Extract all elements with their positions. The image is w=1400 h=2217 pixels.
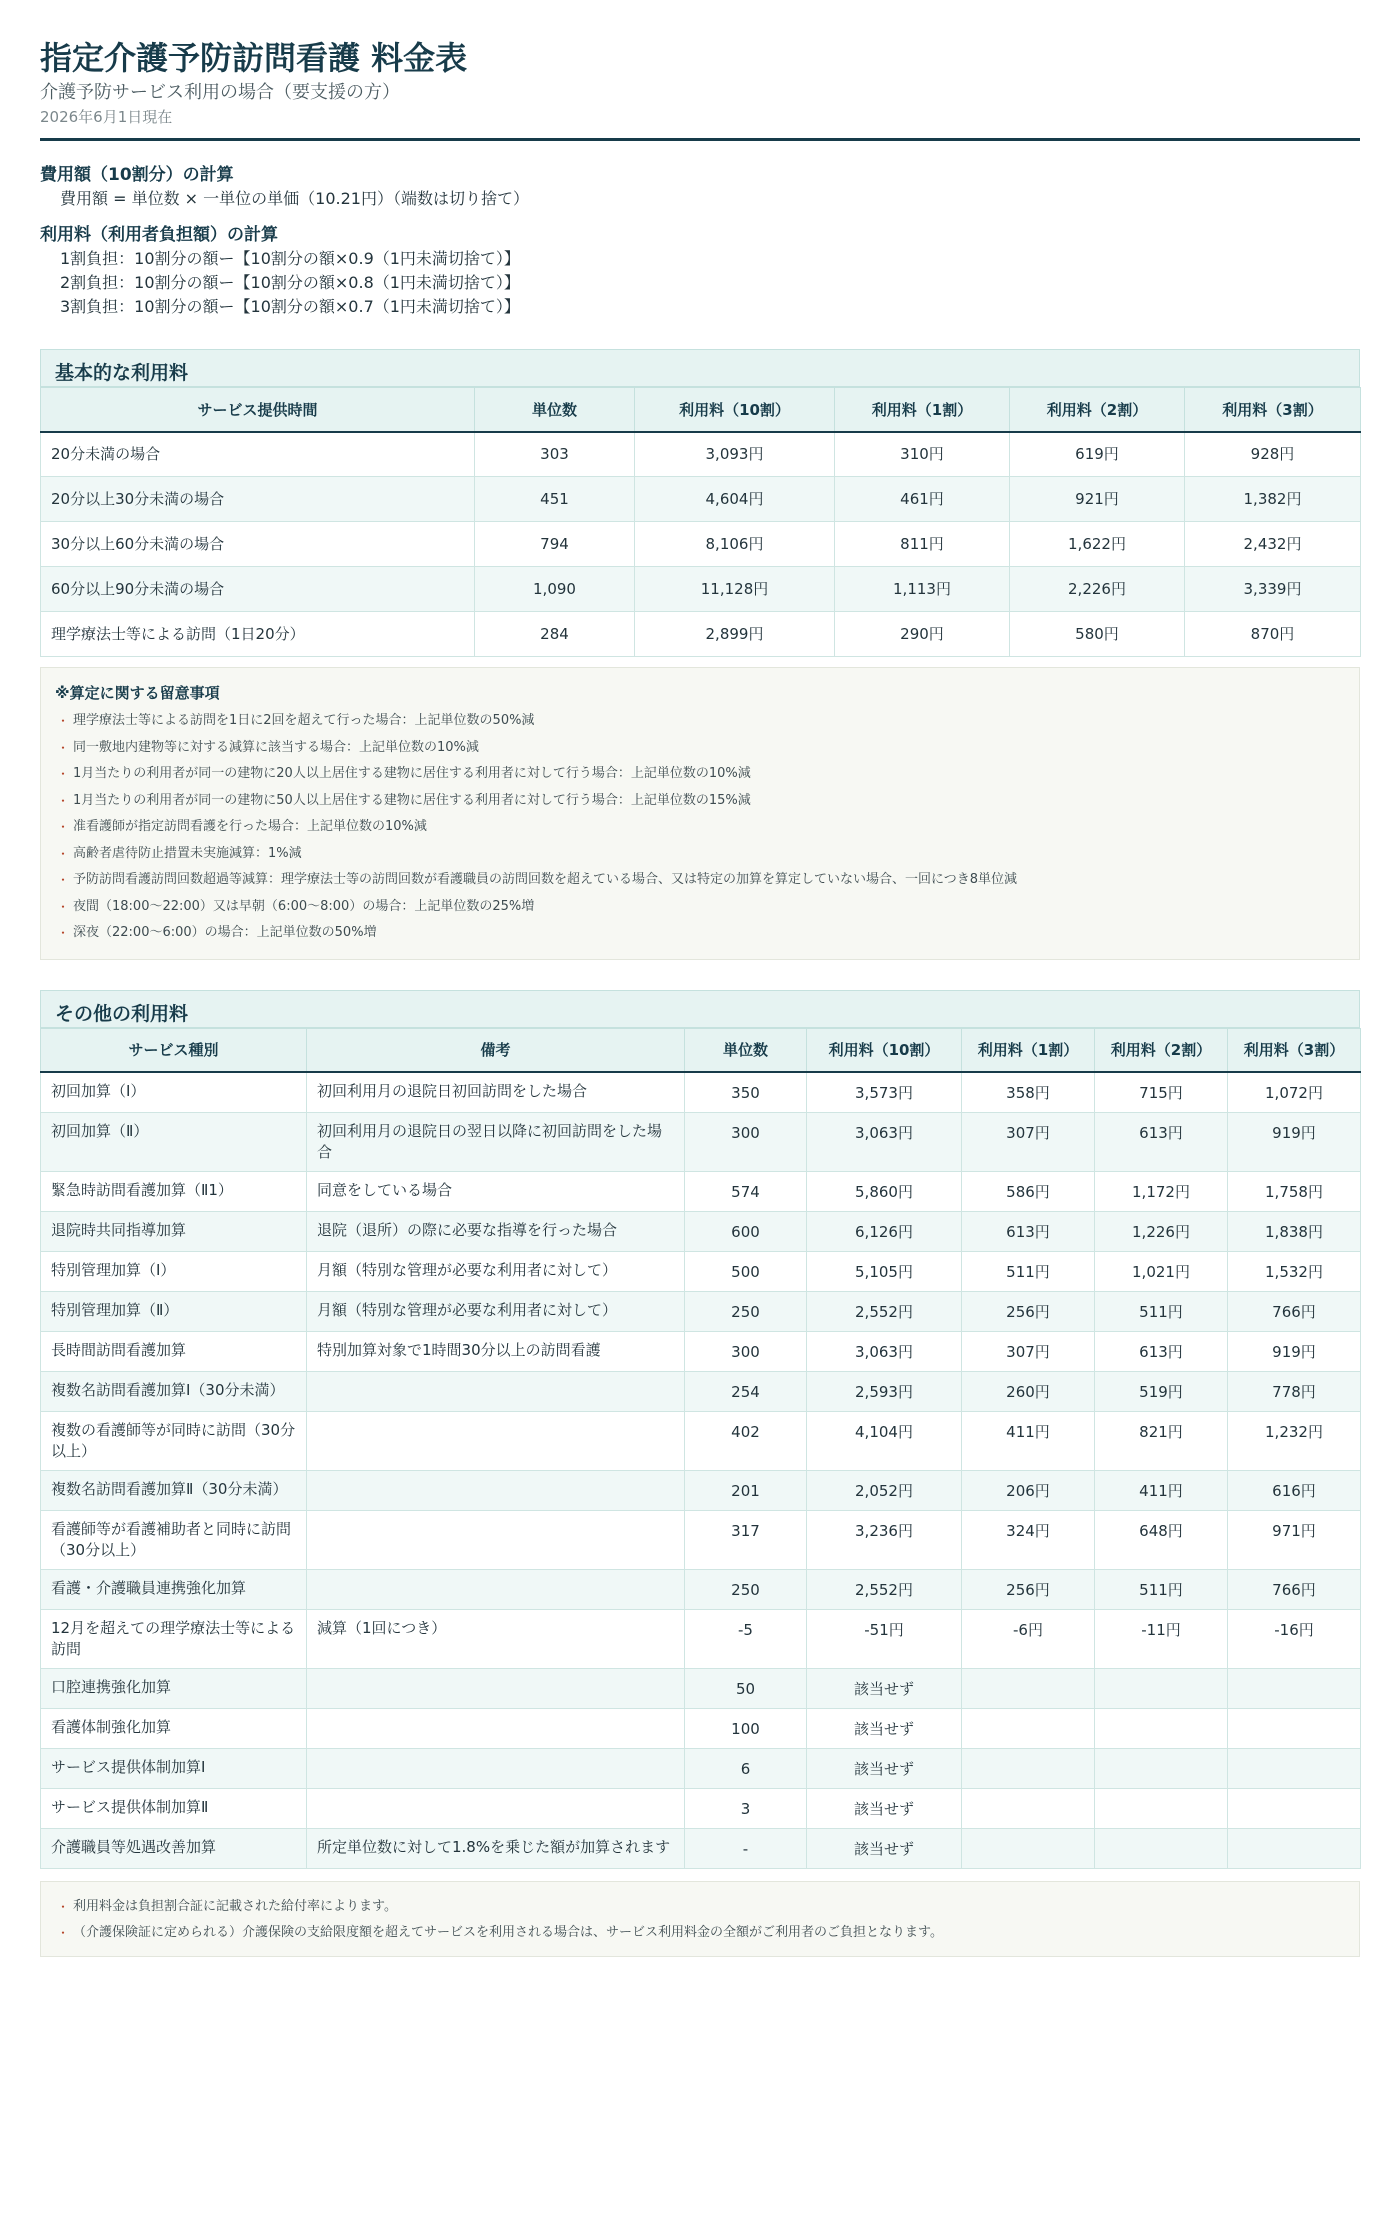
cost-calculation: [40, 163, 1360, 211]
calculation-notes-list: [55, 708, 1345, 947]
title-divider: [40, 138, 1360, 141]
bullet-icon: ・: [57, 714, 70, 728]
other-fee-cell: [1228, 1829, 1361, 1869]
other-fee-cell: 766円: [1228, 1570, 1361, 1610]
other-fee-cell: [307, 1749, 685, 1789]
other-fee-cell: [1095, 1829, 1228, 1869]
note-item: [55, 761, 1345, 788]
basic-fee-cell: 4,604円: [635, 477, 835, 522]
fee-formula-3: 3割負担：10割分の額ー【10割分の額×0.7（1円未満切捨て）】: [60, 297, 520, 316]
note-item: [55, 841, 1345, 868]
other-fee-cell: 300: [685, 1113, 807, 1172]
header-units: 単位数: [685, 1028, 807, 1072]
other-fee-cell: 6: [685, 1749, 807, 1789]
other-fee-cell: [1228, 1789, 1361, 1829]
calculation-section: [40, 163, 1360, 319]
fee-calculation: [40, 223, 1360, 319]
other-fee-cell: [1228, 1669, 1361, 1709]
note-text: 深夜（22:00～6:00）の場合：上記単位数の50%増: [73, 925, 377, 940]
basic-fee-cell: 3,339円: [1185, 567, 1361, 612]
basic-fee-cell: 2,226円: [1010, 567, 1185, 612]
basic-fee-rows: [41, 432, 1361, 657]
other-fee-cell: 402: [685, 1412, 807, 1471]
page-subtitle: 介護予防サービス利用の場合（要支援の方）: [40, 82, 400, 103]
fee-formula-1: 1割負担：10割分の額ー【10割分の額×0.9（1円未満切捨て）】: [60, 249, 520, 268]
other-fee-cell: -5: [685, 1610, 807, 1669]
basic-fee-table: [40, 387, 1361, 657]
other-fee-cell: 586円: [962, 1172, 1095, 1212]
other-fee-cell: 201: [685, 1471, 807, 1511]
bullet-icon: ・: [57, 1926, 70, 1940]
note-item: [55, 1920, 1345, 1946]
other-fee-cell: 4,104円: [807, 1412, 962, 1471]
other-fee-row: [41, 1212, 1361, 1252]
basic-fee-cell: 11,128円: [635, 567, 835, 612]
other-fee-row: [41, 1749, 1361, 1789]
other-fee-cell: -6円: [962, 1610, 1095, 1669]
other-fee-cell: 500: [685, 1252, 807, 1292]
other-fee-row: [41, 1332, 1361, 1372]
other-fee-cell: 1,072円: [1228, 1072, 1361, 1113]
other-fee-cell: 411円: [962, 1412, 1095, 1471]
other-fee-cell: 260円: [962, 1372, 1095, 1412]
other-fee-cell: 256円: [962, 1292, 1095, 1332]
other-fee-cell: 919円: [1228, 1332, 1361, 1372]
basic-fee-cell: 461円: [835, 477, 1010, 522]
other-fee-cell: [307, 1709, 685, 1749]
other-fee-cell: -11円: [1095, 1610, 1228, 1669]
other-fee-cell: 減算（1回につき）: [307, 1610, 685, 1669]
other-fee-cell: 613円: [962, 1212, 1095, 1252]
header-remarks: 備考: [307, 1028, 685, 1072]
other-fee-cell: 3,236円: [807, 1511, 962, 1570]
other-fee-row: [41, 1669, 1361, 1709]
footer-notes-box: [40, 1881, 1360, 1957]
other-fee-cell: 3,063円: [807, 1332, 962, 1372]
basic-fee-cell: 794: [475, 522, 635, 567]
effective-date: 2026年6月1日現在: [40, 108, 173, 126]
note-item: [55, 920, 1345, 947]
bullet-icon: ・: [57, 793, 70, 808]
other-fee-cell: 初回利用月の退院日初回訪問をした場合: [307, 1072, 685, 1113]
basic-fee-cell: 20分未満の場合: [41, 432, 475, 477]
basic-fee-cell: 3,093円: [635, 432, 835, 477]
other-fee-cell: 2,593円: [807, 1372, 962, 1412]
note-text: 高齢者虐待防止措置未実施減算：1%減: [73, 845, 302, 861]
note-item: [55, 867, 1345, 894]
fee-formula-2: 2割負担：10割分の額ー【10割分の額×0.8（1円未満切捨て）】: [60, 273, 520, 292]
other-fee-cell: 250: [685, 1570, 807, 1610]
other-fee-row: [41, 1372, 1361, 1412]
bullet-icon: ・: [57, 767, 70, 781]
basic-fee-cell: 1,090: [475, 567, 635, 612]
other-fee-cell: 3,063円: [807, 1113, 962, 1172]
basic-fee-cell: 20分以上30分未満の場合: [41, 477, 475, 522]
note-text: （介護保険証に定められる）介護保険の支給限度額を超えてサービスを利用される場合は、サービス利用料金の全額がご利用者のご負担となります。: [73, 1925, 943, 1940]
header-fee-2: 利用料（2割）: [1095, 1028, 1228, 1072]
other-fee-cell: 12月を超えての理学療法士等による訪問: [41, 1610, 307, 1669]
other-fee-row: [41, 1570, 1361, 1610]
other-fee-cell: 該当せず: [807, 1829, 962, 1869]
other-fee-cell: 長時間訪問看護加算: [41, 1332, 307, 1372]
other-fee-cell: 月額（特別な管理が必要な利用者に対して）: [307, 1292, 685, 1332]
other-fee-cell: 複数名訪問看護加算Ⅰ（30分未満）: [41, 1372, 307, 1412]
other-fee-cell: 該当せず: [807, 1789, 962, 1829]
other-fee-cell: 3: [685, 1789, 807, 1829]
other-fee-cell: 3,573円: [807, 1072, 962, 1113]
other-fee-cell: [307, 1789, 685, 1829]
other-fee-cell: 715円: [1095, 1072, 1228, 1113]
other-fee-cell: [307, 1412, 685, 1471]
other-fee-cell: [307, 1570, 685, 1610]
other-fee-cell: 退院（退所）の際に必要な指導を行った場合: [307, 1212, 685, 1252]
bullet-icon: ・: [57, 1900, 70, 1914]
header-service-time: サービス提供時間: [41, 388, 475, 432]
other-fee-cell: 特別管理加算（Ⅱ）: [41, 1292, 307, 1332]
other-fee-cell: -: [685, 1829, 807, 1869]
other-fee-cell: 複数名訪問看護加算Ⅱ（30分未満）: [41, 1471, 307, 1511]
other-fee-cell: [962, 1789, 1095, 1829]
bullet-icon: ・: [57, 846, 70, 861]
other-fee-row: [41, 1172, 1361, 1212]
other-fee-cell: 324円: [962, 1511, 1095, 1570]
basic-fee-cell: 理学療法士等による訪問（1日20分）: [41, 612, 475, 657]
other-fee-cell: 613円: [1095, 1113, 1228, 1172]
other-fee-cell: 511円: [962, 1252, 1095, 1292]
other-fee-cell: 1,226円: [1095, 1212, 1228, 1252]
calculation-notes-box: [40, 667, 1360, 960]
note-item: [55, 1894, 1345, 1920]
header-service-type: サービス種別: [41, 1028, 307, 1072]
other-fee-cell: [1095, 1789, 1228, 1829]
basic-fee-cell: 2,899円: [635, 612, 835, 657]
other-fee-cell: 100: [685, 1709, 807, 1749]
other-fee-row: [41, 1113, 1361, 1172]
other-fee-cell: 所定単位数に対して1.8%を乗じた額が加算されます: [307, 1829, 685, 1869]
other-fee-cell: 初回加算（Ⅰ）: [41, 1072, 307, 1113]
basic-fee-cell: 284: [475, 612, 635, 657]
other-fee-header-row: [41, 1028, 1361, 1072]
other-fee-cell: [307, 1372, 685, 1412]
other-fee-cell: 特別管理加算（Ⅰ）: [41, 1252, 307, 1292]
bullet-icon: ・: [57, 873, 70, 887]
other-fee-cell: 511円: [1095, 1570, 1228, 1610]
calculation-notes-title: ※算定に関する留意事項: [55, 684, 220, 702]
other-fee-cell: 複数の看護師等が同時に訪問（30分以上）: [41, 1412, 307, 1471]
cost-calculation-formula: 費用額 = 単位数 × 一単位の単価（10.21円）（端数は切り捨て）: [60, 189, 529, 208]
other-fee-cell: [1095, 1709, 1228, 1749]
other-fee-cell: [962, 1829, 1095, 1869]
other-fee-cell: 該当せず: [807, 1749, 962, 1789]
basic-fee-cell: 451: [475, 477, 635, 522]
page-title: 指定介護予防訪問看護 料金表: [40, 39, 468, 77]
other-fee-cell: 1,838円: [1228, 1212, 1361, 1252]
other-fee-cell: 821円: [1095, 1412, 1228, 1471]
header-fee-3: 利用料（3割）: [1228, 1028, 1361, 1072]
other-fee-row: [41, 1610, 1361, 1669]
other-fee-cell: 307円: [962, 1113, 1095, 1172]
other-fee-cell: 358円: [962, 1072, 1095, 1113]
header-fee-10: 利用料（10割）: [807, 1028, 962, 1072]
other-fee-cell: [1228, 1749, 1361, 1789]
basic-fee-cell: 60分以上90分未満の場合: [41, 567, 475, 612]
basic-fee-row: [41, 477, 1361, 522]
other-fee-cell: 300: [685, 1332, 807, 1372]
other-fee-cell: 看護師等が看護補助者と同時に訪問（30分以上）: [41, 1511, 307, 1570]
other-fee-cell: 看護体制強化加算: [41, 1709, 307, 1749]
basic-fee-cell: 1,382円: [1185, 477, 1361, 522]
other-fee-cell: 5,860円: [807, 1172, 962, 1212]
other-fee-cell: 該当せず: [807, 1669, 962, 1709]
other-fee-row: [41, 1292, 1361, 1332]
other-fee-cell: 971円: [1228, 1511, 1361, 1570]
basic-fee-cell: 30分以上60分未満の場合: [41, 522, 475, 567]
other-fee-cell: 退院時共同指導加算: [41, 1212, 307, 1252]
other-fee-cell: 919円: [1228, 1113, 1361, 1172]
other-fee-cell: 特別加算対象で1時間30分以上の訪問看護: [307, 1332, 685, 1372]
other-fee-row: [41, 1709, 1361, 1749]
basic-fee-cell: 303: [475, 432, 635, 477]
other-fee-section-title: その他の利用料: [40, 990, 1360, 1028]
basic-fee-cell: 580円: [1010, 612, 1185, 657]
other-fee-cell: 初回利用月の退院日の翌日以降に初回訪問をした場合: [307, 1113, 685, 1172]
note-text: 理学療法士等による訪問を1日に2回を超えて行った場合：上記単位数の50%減: [73, 713, 535, 728]
other-fee-cell: 778円: [1228, 1372, 1361, 1412]
note-item: [55, 894, 1345, 921]
other-fee-cell: 250: [685, 1292, 807, 1332]
other-fee-cell: 600: [685, 1212, 807, 1252]
other-fee-cell: 574: [685, 1172, 807, 1212]
header-fee-3: 利用料（3割）: [1185, 388, 1361, 432]
basic-fee-row: [41, 612, 1361, 657]
other-fee-cell: 317: [685, 1511, 807, 1570]
other-fee-table: [40, 1028, 1361, 1870]
note-text: 予防訪問看護訪問回数超過等減算：理学療法士等の訪問回数が看護職員の訪問回数を超えている場合、又は特定の加算を算定していない場合、一回につき8単位減: [73, 872, 1018, 887]
other-fee-cell: 519円: [1095, 1372, 1228, 1412]
basic-fee-cell: 290円: [835, 612, 1010, 657]
other-fee-cell: 254: [685, 1372, 807, 1412]
note-item: [55, 735, 1345, 762]
basic-fee-cell: 310円: [835, 432, 1010, 477]
bullet-icon: ・: [57, 899, 70, 914]
other-fee-cell: [307, 1669, 685, 1709]
other-fee-cell: [1228, 1709, 1361, 1749]
other-fee-cell: -16円: [1228, 1610, 1361, 1669]
note-item: [55, 814, 1345, 841]
basic-fee-cell: 870円: [1185, 612, 1361, 657]
basic-fee-cell: 8,106円: [635, 522, 835, 567]
other-fee-cell: 1,532円: [1228, 1252, 1361, 1292]
bullet-icon: ・: [57, 740, 70, 755]
fee-calculation-heading: 利用料（利用者負担額）の計算: [40, 225, 278, 245]
other-fee-row: [41, 1072, 1361, 1113]
other-fee-rows: [41, 1072, 1361, 1869]
basic-fee-cell: 1,113円: [835, 567, 1010, 612]
other-fee-cell: 2,552円: [807, 1292, 962, 1332]
note-item: [55, 708, 1345, 735]
note-text: 准看護師が指定訪問看護を行った場合：上記単位数の10%減: [73, 819, 427, 834]
bullet-icon: ・: [57, 820, 70, 834]
other-fee-cell: 看護・介護職員連携強化加算: [41, 1570, 307, 1610]
other-fee-cell: [962, 1669, 1095, 1709]
other-fee-cell: [962, 1709, 1095, 1749]
other-fee-cell: 350: [685, 1072, 807, 1113]
basic-fee-header-row: [41, 388, 1361, 432]
other-fee-row: [41, 1471, 1361, 1511]
header-fee-1: 利用料（1割）: [835, 388, 1010, 432]
bullet-icon: ・: [57, 926, 70, 940]
other-fee-row: [41, 1412, 1361, 1471]
other-fee-cell: 2,052円: [807, 1471, 962, 1511]
note-item: [55, 788, 1345, 815]
other-fee-cell: 同意をしている場合: [307, 1172, 685, 1212]
other-fee-cell: 1,758円: [1228, 1172, 1361, 1212]
note-text: 1月当たりの利用者が同一の建物に50人以上居住する建物に居住する利用者に対して行う場合：上記単位数の15%減: [73, 792, 751, 808]
other-fee-cell: 613円: [1095, 1332, 1228, 1372]
header-fee-2: 利用料（2割）: [1010, 388, 1185, 432]
header-fee-1: 利用料（1割）: [962, 1028, 1095, 1072]
basic-fee-row: [41, 432, 1361, 477]
cost-calculation-heading: 費用額（10割分）の計算: [40, 165, 234, 185]
other-fee-row: [41, 1252, 1361, 1292]
other-fee-cell: 648円: [1095, 1511, 1228, 1570]
note-text: 1月当たりの利用者が同一の建物に20人以上居住する建物に居住する利用者に対して行う場合：上記単位数の10%減: [73, 766, 751, 781]
other-fee-cell: 2,552円: [807, 1570, 962, 1610]
other-fee-cell: -51円: [807, 1610, 962, 1669]
note-text: 利用料金は負担割合証に記載された給付率によります。: [73, 1899, 397, 1914]
other-fee-row: [41, 1829, 1361, 1869]
other-fee-cell: 256円: [962, 1570, 1095, 1610]
other-fee-cell: サービス提供体制加算Ⅰ: [41, 1749, 307, 1789]
basic-fee-row: [41, 567, 1361, 612]
other-fee-cell: 511円: [1095, 1292, 1228, 1332]
other-fee-cell: 206円: [962, 1471, 1095, 1511]
other-fee-cell: 月額（特別な管理が必要な利用者に対して）: [307, 1252, 685, 1292]
other-fee-cell: 口腔連携強化加算: [41, 1669, 307, 1709]
header-units: 単位数: [475, 388, 635, 432]
footer-notes-list: [55, 1894, 1345, 1946]
other-fee-row: [41, 1789, 1361, 1829]
header-fee-10: 利用料（10割）: [635, 388, 835, 432]
other-fee-cell: 1,172円: [1095, 1172, 1228, 1212]
other-fee-cell: 1,021円: [1095, 1252, 1228, 1292]
note-text: 夜間（18:00～22:00）又は早朝（6:00～8:00）の場合：上記単位数の25%増: [73, 898, 535, 914]
basic-fee-section-title: 基本的な利用料: [40, 349, 1360, 387]
basic-fee-cell: 1,622円: [1010, 522, 1185, 567]
basic-fee-cell: 928円: [1185, 432, 1361, 477]
other-fee-cell: 50: [685, 1669, 807, 1709]
other-fee-cell: 411円: [1095, 1471, 1228, 1511]
other-fee-cell: 6,126円: [807, 1212, 962, 1252]
other-fee-cell: 307円: [962, 1332, 1095, 1372]
other-fee-cell: [307, 1511, 685, 1570]
other-fee-cell: 初回加算（Ⅱ）: [41, 1113, 307, 1172]
other-fee-cell: 1,232円: [1228, 1412, 1361, 1471]
basic-fee-cell: 811円: [835, 522, 1010, 567]
other-fee-cell: 766円: [1228, 1292, 1361, 1332]
other-fee-cell: 緊急時訪問看護加算（Ⅱ1）: [41, 1172, 307, 1212]
other-fee-cell: [1095, 1669, 1228, 1709]
other-fee-row: [41, 1511, 1361, 1570]
other-fee-cell: 616円: [1228, 1471, 1361, 1511]
other-fee-cell: [1095, 1749, 1228, 1789]
other-fee-cell: 介護職員等処遇改善加算: [41, 1829, 307, 1869]
other-fee-cell: [307, 1471, 685, 1511]
basic-fee-cell: 2,432円: [1185, 522, 1361, 567]
other-fee-cell: [962, 1749, 1095, 1789]
note-text: 同一敷地内建物等に対する減算に該当する場合：上記単位数の10%減: [73, 739, 479, 755]
other-fee-cell: サービス提供体制加算Ⅱ: [41, 1789, 307, 1829]
other-fee-cell: 該当せず: [807, 1709, 962, 1749]
basic-fee-row: [41, 522, 1361, 567]
basic-fee-cell: 921円: [1010, 477, 1185, 522]
other-fee-cell: 5,105円: [807, 1252, 962, 1292]
basic-fee-cell: 619円: [1010, 432, 1185, 477]
